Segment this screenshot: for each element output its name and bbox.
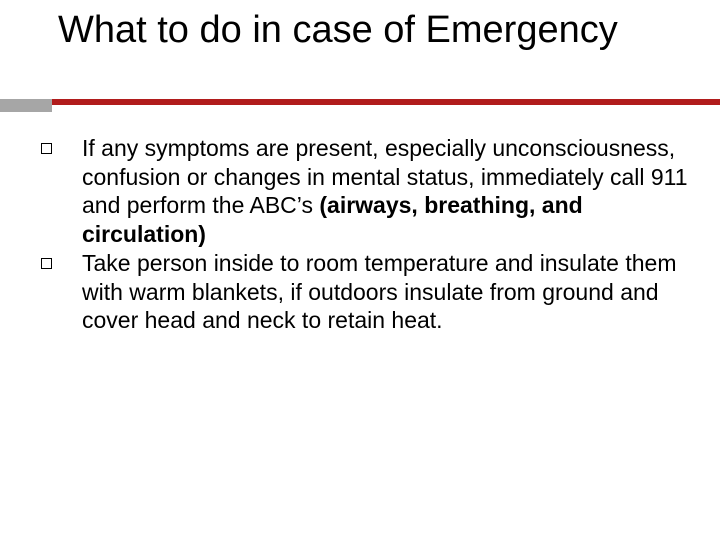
bullet-bold-text: (airways, breathing, and circulation) <box>82 192 583 248</box>
title-side-rule <box>0 99 52 112</box>
bullet-item-emergency-call <box>38 134 698 249</box>
hollow-square-icon <box>41 143 52 154</box>
bullet-item-warm-person <box>38 249 698 335</box>
bullet-list <box>38 134 698 335</box>
hollow-square-icon <box>41 258 52 269</box>
bullet-text: If any symptoms are present, especially unconsciousness, confusion or changes in mental status, immediately call 911 and perform the ABC’s <box>82 135 688 219</box>
title-accent-rule <box>52 99 720 105</box>
bullet-text: Take person inside to room temperature and insulate them with warm blankets, if outdoors insulate from ground and cover head and neck to retain heat. <box>82 249 677 334</box>
slide-title: What to do in case of Emergency <box>58 9 618 51</box>
